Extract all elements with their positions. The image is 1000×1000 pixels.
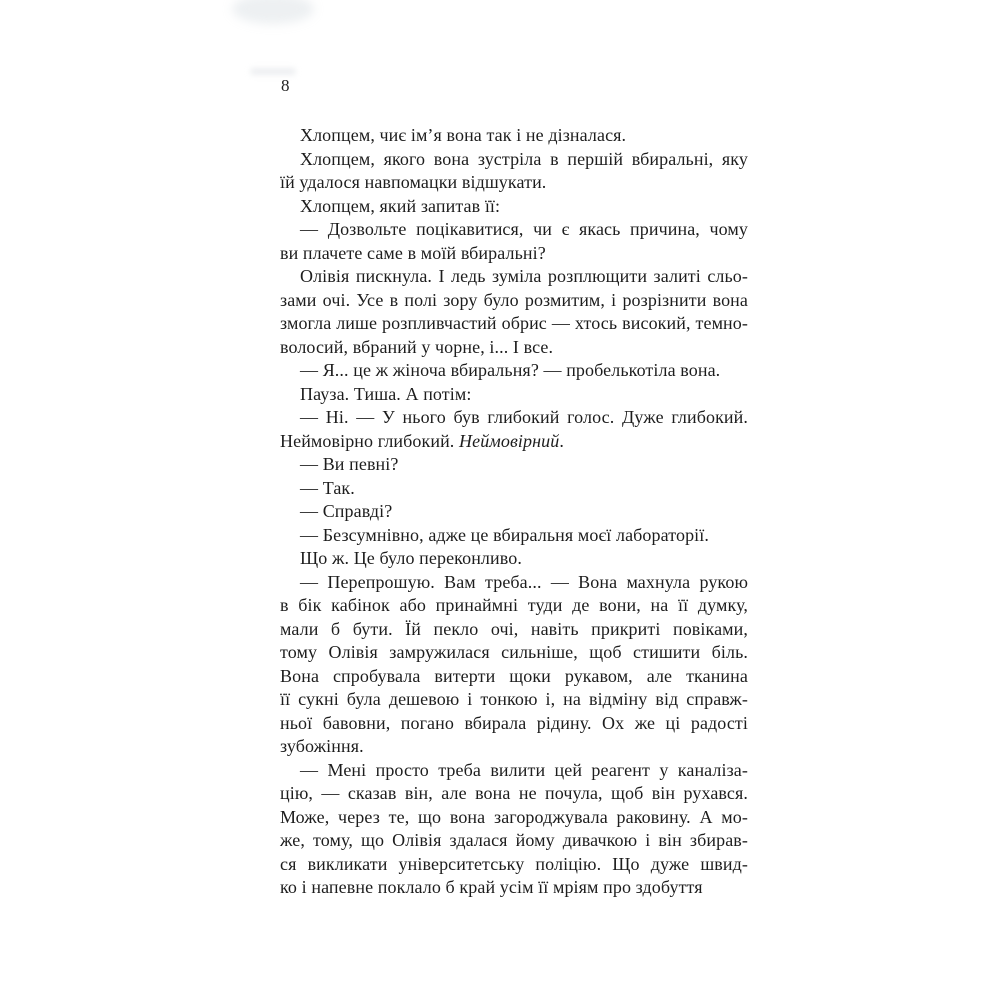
text-line <box>280 688 748 712</box>
text-segment: Хлопцем, чиє ім’я вона так і не дізналася. <box>300 125 627 145</box>
text-segment: — Я... це ж жіноча вбиральня? — пробелькотіла вона. <box>300 360 721 380</box>
text-segment: же, тому, що Олівія здалася йому дивачкою і він збирав- <box>280 830 748 850</box>
paragraph <box>280 383 748 407</box>
paragraph <box>280 124 748 148</box>
paragraph <box>280 195 748 219</box>
text-segment: Хлопцем, якого вона зустріла в першій вбиральні, яку <box>300 148 748 169</box>
text-line <box>280 618 748 642</box>
text-segment: ви плачете саме в моїй вбиральні? <box>280 242 546 263</box>
text-segment: Пауза. Тиша. А потім: <box>300 383 472 404</box>
text-line <box>280 547 748 571</box>
text-line <box>280 641 748 665</box>
paragraph <box>280 477 748 501</box>
text-line <box>280 759 748 783</box>
text-line <box>280 806 748 830</box>
text-line <box>280 712 748 736</box>
text-segment: Вона спробувала витерти щоки рукавом, але тканина <box>280 665 748 686</box>
paragraph <box>280 406 748 453</box>
paragraph <box>280 453 748 477</box>
text-segment: — Так. <box>300 477 355 498</box>
scan-artifact-top <box>232 0 314 24</box>
text-line <box>280 406 748 430</box>
text-line <box>280 665 748 689</box>
text-segment: волосий, вбраний у чорне, і... І все. <box>280 336 554 357</box>
text-segment: — Перепрошую. Вам треба... — Вона махнула рукою <box>300 571 748 592</box>
text-segment: зами очі. Усе в полі зору було розмитим, і розрізнити вона <box>280 289 748 310</box>
page-number: 8 <box>281 76 290 95</box>
text-line <box>280 782 748 806</box>
text-segment: — Ви певні? <box>300 454 399 474</box>
text-segment: — Дозвольте поцікавитися, чи є якась причина, чому <box>300 219 748 239</box>
text-segment: ньої бавовни, погано вбирала рідину. Ох же ці радості <box>280 712 748 733</box>
paragraph <box>280 547 748 571</box>
text-segment: — Ні. — У нього був глибокий голос. Дуже глибокий. <box>300 407 748 427</box>
text-line <box>280 336 748 360</box>
paragraph <box>280 500 748 524</box>
text-segment: тому Олівія замружилася сильніше, щоб стишити біль. <box>280 642 748 662</box>
text-segment: змогла лише розпливчастий обрис — хтось високий, темно- <box>280 313 748 333</box>
text-line <box>280 359 748 383</box>
text-line <box>280 735 748 759</box>
text-block <box>280 124 748 900</box>
text-segment: ся викликати університетську поліцію. Що дуже швид- <box>280 853 748 874</box>
text-line <box>280 218 748 242</box>
text-line <box>280 242 748 266</box>
text-segment: її сукні була дешевою і тонкою і, на відміну від справж- <box>280 689 748 709</box>
paragraph <box>280 265 748 359</box>
text-line <box>280 500 748 524</box>
text-line <box>280 171 748 195</box>
text-segment: ко і напевне поклало б край усім її мріям про здобуття <box>280 877 703 897</box>
paragraph <box>280 524 748 548</box>
text-segment: їй удалося навпомацки відшукати. <box>280 172 547 192</box>
text-line <box>280 853 748 877</box>
text-segment: мали б бути. Їй пекло очі, навіть прикриті повіками, <box>280 618 748 639</box>
text-line <box>280 571 748 595</box>
text-segment: Олівія пискнула. І ледь зуміла розплющити залиті сльо- <box>300 266 748 286</box>
paragraph <box>280 218 748 265</box>
text-segment: — Мені просто треба вилити цей реагент у каналіза- <box>300 759 748 780</box>
text-line <box>280 195 748 219</box>
scan-artifact-margin <box>250 68 296 75</box>
text-line <box>280 876 748 900</box>
paragraph <box>280 148 748 195</box>
text-line <box>280 453 748 477</box>
text-segment: — Справді? <box>300 501 393 521</box>
text-line <box>280 829 748 853</box>
text-line <box>280 524 748 548</box>
paragraph <box>280 571 748 759</box>
text-line <box>280 312 748 336</box>
text-segment: Може, через те, що вона загороджувала раковину. А мо- <box>280 806 748 827</box>
text-line <box>280 430 748 454</box>
paragraph <box>280 759 748 900</box>
text-line <box>280 124 748 148</box>
italic-text: Неймовірний <box>459 430 560 451</box>
text-segment: зубожіння. <box>280 736 364 756</box>
text-segment: Неймовірно глибокий. <box>280 430 459 451</box>
text-segment: Хлопцем, який запитав її: <box>300 195 501 216</box>
text-line <box>280 594 748 618</box>
text-segment: — Безсумнівно, адже це вбиральня моєї лабораторії. <box>300 524 709 545</box>
text-segment: Що ж. Це було переконливо. <box>300 548 522 568</box>
text-line <box>280 477 748 501</box>
text-segment: цію, — сказав він, але вона не почула, щоб він рухався. <box>280 783 748 803</box>
paragraph <box>280 359 748 383</box>
text-line <box>280 265 748 289</box>
text-segment: в бік кабінок або принаймні туди де вони, на її думку, <box>280 595 748 615</box>
text-segment: . <box>559 430 564 451</box>
text-line <box>280 289 748 313</box>
text-line <box>280 148 748 172</box>
text-line <box>280 383 748 407</box>
